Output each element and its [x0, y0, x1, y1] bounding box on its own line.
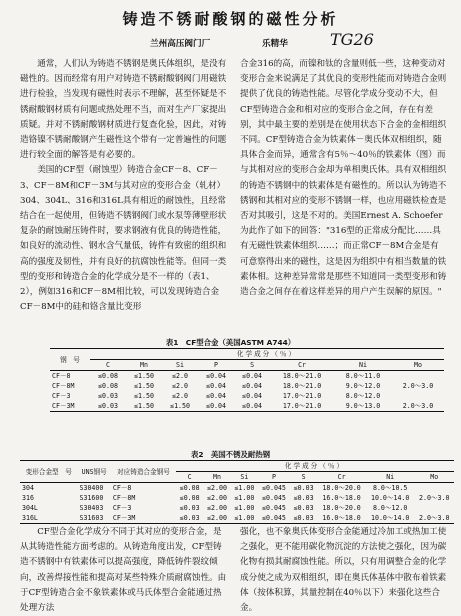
- paragraph-cf-alloys: 美国的CF型（耐蚀型）铸造合金CF－8、CF－3、CF－8M和CF－3M与其对应的变形合金（轧材）304、304L、316和316L具有相近的耐蚀性，且经常结合在一起使用，但铸造不锈钢阀门或水泵等薄壁形状复杂的耐蚀耐压铸件时，要求钢液有优良的铸造性能，如良好的流动性、钢水含气量低，铸件有致密的组织和高的强度及韧性，并有良好的抗腐蚀性能等。但同一类型的变形和铸造合金的化学成分是不一样的（表1、2），例如316和CF－8M相比较，可以发现铸造合金CF－8M中的硅和铬含量比变形: [20, 165, 227, 313]
- table-cell: 8.0～10.5: [372, 484, 408, 492]
- table-cell: ≤1.00: [234, 484, 255, 492]
- table-row: [20, 503, 454, 513]
- table-cell: CF－3: [112, 504, 132, 512]
- column-header: Cr: [317, 472, 366, 483]
- table-cell: ≤0.045: [262, 494, 286, 502]
- table-cell: ≤0.03: [293, 514, 314, 522]
- table-cell: ≤1.00: [234, 514, 255, 522]
- paragraph-continued: 合金316的高，而镍和钛的含量则低一些，这种变动对变形合金来说满足了其优良的变形性能而对铸造合金则提供了优良的铸造性能。尽管化学成分变动不大，但CF型铸造合金和相对应的变形合金之间，存在有差别，其中最主要的差别是在使用状态下合金的金相组织不同。CF型铸造合金为铁素体－奥氏体双相组织，随具体合金而异，通常含有5％～40％的铁素体（图）而与其相对应的变形合金却为单相奥氏体。具有双相组织的铸造不锈钢中的铁素体是有磁性的。所以认为铸造不锈钢和其相对应的变形不锈钢一样，也应用磁铁检查是否对其吸引，这是不对的。美国Ernest A. Schoefer 为此作了如下的回答："316型的正常成分配比……具有无磁性铁素体组织……；而正常CF－8M合金是有可意察得出来的磁性，这是因为组织中有相当数量的铁素体相。这种差异常常是那些不知道同一类型变形和铸造合金之间存在着这样差异的用户产生误解的原因。": [240, 59, 447, 298]
- table-row: [50, 391, 444, 401]
- table-cell: ≤0.045: [262, 514, 286, 522]
- composition-group-header: 化学成分（％）: [176, 461, 454, 472]
- table-cell: CF－8M: [52, 382, 75, 390]
- table-cell: 18.0～20.0: [322, 504, 361, 512]
- table-cell: ≤1.00: [234, 504, 255, 512]
- table-cell: ≤0.08: [179, 494, 200, 502]
- table-cell: 8.0～12.0: [372, 504, 408, 512]
- table-cell: 9.0～13.0: [345, 402, 381, 410]
- table-cell: ≤0.04: [206, 392, 226, 400]
- table-cell: ≤1.50: [170, 402, 190, 410]
- column-header: Si: [231, 472, 258, 483]
- table-cell: CF－8: [112, 484, 132, 492]
- table-cell: 16.0～18.0: [322, 494, 361, 502]
- table-cell: ≤0.04: [242, 372, 262, 380]
- table-row: [20, 483, 454, 494]
- table1-caption: 表1 CF型合金（美国ASTM A744）: [165, 338, 296, 347]
- table-cell: ≤0.04: [242, 392, 262, 400]
- table-cell: [392, 391, 444, 401]
- table-cell: S30403: [79, 504, 104, 512]
- table-cell: ≤1.00: [234, 494, 255, 502]
- table-cell: ≤1.50: [134, 402, 154, 410]
- table-cell: 2.0～3.0: [419, 514, 450, 522]
- table-cell: 16.0～18.0: [322, 514, 361, 522]
- table-cell: ≤1.50: [134, 372, 154, 380]
- table-cell: CF－3M: [112, 514, 136, 522]
- grade-header: 钢 号: [50, 349, 90, 371]
- column-header: Si: [162, 360, 198, 371]
- table-cell: 2.0～3.0: [402, 382, 434, 390]
- table1-cf-alloys: [50, 348, 444, 412]
- table-cell: ≤2.0: [172, 372, 188, 380]
- table-cell: 10.0～14.0: [371, 514, 410, 522]
- table-cell: ≤2.00: [207, 514, 227, 522]
- table-cell: 304L: [22, 504, 38, 512]
- table-cell: ≤0.045: [262, 484, 286, 492]
- column-header: UNS钢号: [78, 461, 111, 483]
- table-cell: ≤0.08: [179, 484, 200, 492]
- table-cell: ≤0.03: [179, 504, 200, 512]
- table-cell: [414, 503, 454, 513]
- table-cell: CF－8M: [112, 494, 136, 502]
- table-cell: 18.0～21.0: [282, 372, 322, 380]
- table-cell: 2.0～3.0: [402, 402, 434, 410]
- author-name: 乐精华: [262, 39, 288, 49]
- affiliation: 兰州高压阀门厂: [150, 39, 211, 49]
- table-cell: ≤0.03: [293, 484, 314, 492]
- table-cell: 316: [22, 494, 34, 502]
- table-cell: ≤0.03: [179, 514, 200, 522]
- table-cell: S31603: [79, 514, 104, 522]
- table-cell: ≤2.0: [172, 392, 188, 400]
- table-cell: S31600: [79, 494, 104, 502]
- table-cell: 304: [22, 484, 34, 492]
- table-cell: 8.0～12.0: [345, 392, 381, 400]
- table-cell: ≤0.04: [206, 372, 226, 380]
- table-cell: ≤0.04: [206, 382, 226, 390]
- left-column: [20, 57, 227, 341]
- table-cell: [392, 371, 444, 382]
- table-cell: ≤0.03: [293, 494, 314, 502]
- table-cell: CF－3M: [52, 402, 75, 410]
- column-header: Ni: [366, 472, 415, 483]
- table-cell: ≤0.08: [98, 382, 118, 390]
- table-cell: ≤0.03: [293, 504, 314, 512]
- table-cell: CF－3: [52, 392, 71, 400]
- column-header: 对应铸造合金钢号: [111, 461, 176, 483]
- table-cell: ≤0.04: [242, 382, 262, 390]
- column-header: Ni: [334, 360, 392, 371]
- table-row: [50, 381, 444, 391]
- column-header: Mo: [392, 360, 444, 371]
- right-column: [240, 57, 447, 341]
- table-cell: [414, 483, 454, 494]
- table-cell: ≤0.03: [98, 402, 118, 410]
- table-cell: 17.0～21.0: [282, 392, 322, 400]
- column-header: Mn: [203, 472, 230, 483]
- table-row: [20, 493, 454, 503]
- paragraph-intro: 通常，人们认为铸造不锈钢是奥氏体组织，是没有磁性的。因而经常有用户对铸造不锈耐酸钢阀门用磁铁进行检验，当发现有磁性时表示不理解，甚至怀疑是不锈耐酸钢材质有问题或热处理不当，而对生产厂家提出质疑。并对不锈耐酸钢材质进行复查化验，因此，对铸造铬镍不锈耐酸钢产生磁性这个带有一定普遍性的问题进行较全面的解答是有必要的。: [20, 59, 227, 161]
- column-header: P: [198, 360, 234, 371]
- table-cell: 2.0～3.0: [419, 494, 450, 502]
- handwritten-classification-mark: TG26: [330, 30, 374, 49]
- table-cell: ≤0.08: [98, 372, 118, 380]
- table2-caption: 表2 美国不锈及耐热钢: [190, 450, 271, 459]
- column-header: Mn: [126, 360, 162, 371]
- table-row: [20, 513, 454, 524]
- table-row: [50, 371, 444, 382]
- table2-us-stainless: [20, 460, 454, 524]
- column-header: Cr: [270, 360, 334, 371]
- table-cell: ≤0.04: [242, 402, 262, 410]
- table-cell: CF－8: [52, 372, 71, 380]
- table-cell: 8.0～11.0: [345, 372, 381, 380]
- table-cell: 18.0～20.0: [322, 484, 361, 492]
- column-header: P: [258, 472, 290, 483]
- column-header: Mo: [414, 472, 454, 483]
- column-header: S: [290, 472, 317, 483]
- table-cell: 316L: [22, 514, 38, 522]
- table-cell: 18.0～21.0: [282, 382, 322, 390]
- table-cell: ≤0.03: [98, 392, 118, 400]
- column-header: C: [90, 360, 126, 371]
- article-title: 铸造不锈耐酸钢的磁性分析: [122, 10, 339, 28]
- table-cell: S30400: [79, 484, 104, 492]
- column-header: C: [176, 472, 203, 483]
- column-header: S: [234, 360, 270, 371]
- bottom-right-column: [240, 525, 447, 614]
- table-cell: ≤1.50: [134, 392, 154, 400]
- table-row: [50, 401, 444, 412]
- table-cell: 10.0～14.0: [371, 494, 410, 502]
- table-cell: ≤0.045: [262, 504, 286, 512]
- table-cell: ≤2.00: [207, 484, 227, 492]
- table-cell: ≤2.0: [172, 382, 188, 390]
- table-cell: 9.0～12.0: [345, 382, 381, 390]
- table-cell: 17.0～21.0: [282, 402, 322, 410]
- paragraph-casting: CF型合金化学成分不同于其对应的变形合金，是从其铸造性能方面考虑的。从铸造角度出发，CF型铸造不锈钢中有铁素体可以提高强度，降低铸件裂纹倾向，改善焊接性能和提高对某些特殊介质耐腐蚀性。由于CF型铸造合金不象铁素体或马氏体型合金能通过热处理方法: [20, 527, 227, 614]
- column-header: 变形合金型 号: [20, 461, 78, 483]
- table-cell: ≤1.50: [134, 382, 154, 390]
- composition-group-header: 化学成分（％）: [90, 349, 444, 360]
- table-cell: ≤2.00: [207, 494, 227, 502]
- table-cell: ≤0.04: [206, 402, 226, 410]
- paragraph-strengthening: 强化，也不象奥氏体变形合金能通过冷加工或热加工使之强化，更不能用碳化物沉淀的方法使之强化，因为碳化物有损其耐腐蚀性能。所以，只有用调整合金的化学成分使之成为双相组织，即在奥氏体基体中散布着铁素体（按体积算，其量控制在40％以下）来强化这些合金。: [240, 527, 447, 614]
- table-cell: ≤2.00: [207, 504, 227, 512]
- bottom-left-column: [20, 525, 227, 614]
